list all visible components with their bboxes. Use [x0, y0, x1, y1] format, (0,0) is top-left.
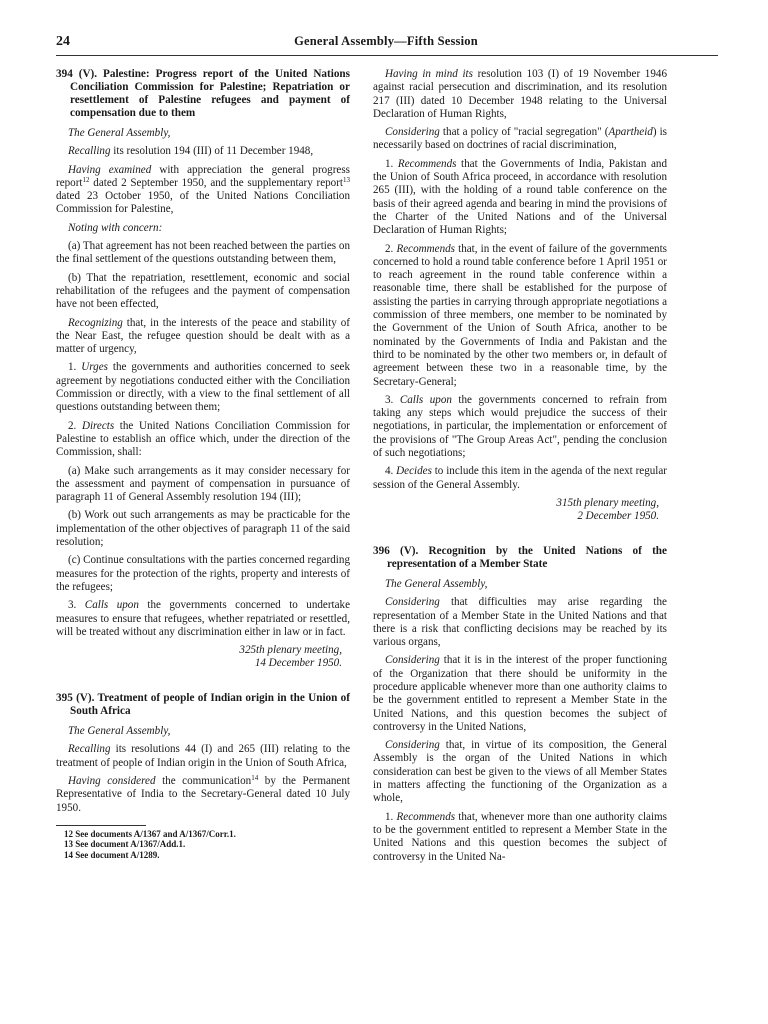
general-assembly-label: The General Assembly,	[68, 725, 171, 738]
paragraph: 1. Recommends that, whenever more than one authority claims to be the government entitled to represent a Member State in the United Nations and this question becomes the subject of controversy in the United Na-	[373, 810, 667, 863]
header-rule	[56, 55, 718, 56]
paragraph: (c) Continue consultations with the parties concerned regarding measures for the protection of the rights, property and interests of the refugees;	[56, 554, 350, 593]
paragraph: Noting with concern:	[68, 221, 163, 234]
paragraph: Considering that difficulties may arise regarding the representation of a Member State in the United Nations and that there is a risk that conflicting decisions may be reached by its various organs,	[373, 596, 667, 649]
section-heading: Palestine: Progress report of the United Nations Conciliation Commission for Palestine; Repatriation or resettlement of Palestine refugees and payment of compensation due to them	[70, 68, 350, 119]
paragraph: Considering that a policy of "racial segregation" (Apartheid) is necessarily based on doctrines of racial discrimination,	[373, 126, 667, 152]
paragraph: 1. Urges the governments and authorities concerned to seek agreement by negotiations conducted either with the Conciliation Commission or directly, with a view to the final settlement of all questions outstanding between them;	[56, 361, 351, 414]
section-number: 394 (V).	[56, 68, 98, 80]
paragraph: 2. Recommends that, in the event of failure of the governments concerned to hold a round table conference before 1 April 1951 or to reach agreement in the round table conference within a reasonable time, there shall be established for the purpose of assisting the parties in carrying through appropriate negotiations a commission of three members, one member to be nominated by the Government of the Union of South Africa, another to be nominated by the Governments of India and Pakistan and the third to be nominated by the other two members or, in default of agreement between these two in a reasonable time, by the Secretary-General;	[373, 242, 667, 388]
paragraph: (a) Make such arrangements as it may consider necessary for the assessment and payment of compensation in pursuance of paragraph 11 of General Assembly resolution 194 (III);	[56, 464, 350, 504]
footnote: 14 See document A/1289.	[64, 849, 160, 860]
section-heading: Recognition by the United Nations of the representation of a Member State	[387, 544, 667, 570]
section-title-396	[373, 545, 667, 571]
paragraph: Having in mind its resolution 103 (I) of 19 November 1946 against racial persecution and discrimination, and its resolution 217 (III) dated 10 December 1948 relating to the Universal Declaration of Human Rights,	[373, 68, 667, 120]
paragraph: Recalling its resolution 194 (III) of 11 December 1948,	[68, 145, 314, 158]
paragraph: 4. Decides to include this item in the agenda of the next regular session of the General Assembly.	[373, 465, 668, 491]
left-column	[56, 68, 350, 860]
meeting-signature: 315th plenary meeting, 2 December 1950.	[556, 496, 659, 522]
paragraph: Recognizing that, in the interests of the peace and stability of the Near East, the refugee question should be dealt with as a matter of urgency,	[56, 316, 350, 356]
section-title-394	[56, 68, 350, 120]
paragraph: (b) That the repatriation, resettlement, economic and social rehabilitation of the refugees and the payment of compensation have not been effected,	[56, 271, 350, 311]
page-header	[56, 34, 716, 54]
paragraph: 3. Calls upon the governments concerned to undertake measures to ensure that refugees, whether repatriated or resettled, will be treated without any discrimination either in law or in fact.	[56, 599, 351, 638]
paragraph: Having considered the communication$^{14}$ by the Permanent Representative of India to the Secretary-General dated 10 July 1950.	[56, 773, 350, 814]
paragraph: 1. Recommends that the Governments of India, Pakistan and the Union of South Africa proceed, in accordance with resolution 265 (III), with the holding of a round table conference on the basis of their agreed agenda and bearing in mind the provisions of the Charter of the United Nations and of the Universal Declaration of Human Rights;	[373, 157, 668, 237]
paragraph: (b) Work out such arrangements as may be practicable for the implementation of the other objectives of paragraph 11 of the said resolution;	[56, 509, 350, 549]
page-number: 24	[56, 34, 70, 49]
paragraph: Considering that it is in the interest of the proper functioning of the Organization that there should be uniformity in the procedure applicable whenever more than one authority claims to be the government entitled to represent a Member State in the United Nations, and this question becomes the subject of controversy in the United Nations,	[373, 654, 667, 733]
right-column	[373, 68, 667, 869]
section-number: 396 (V).	[373, 544, 419, 557]
paragraph: Having examined with appreciation the general progress report$^{12}$ dated 2 September 1950, and the supplementary report$^{13}$ dated 23 October 1950, of the United Nations Conciliation Commission for Palestine,	[56, 163, 350, 216]
paragraph: 3. Calls upon the governments concerned to refrain from taking any steps which would prejudice the success of their negotiations, in particular, the implementation or enforcement of the provisions of "The Group Areas Act", pending the conclusion of such negotiations;	[373, 393, 668, 460]
meeting-signature: 325th plenary meeting, 14 December 1950.	[239, 644, 342, 670]
general-assembly-label: The General Assembly,	[68, 127, 171, 139]
section-title-395	[56, 692, 350, 718]
footnote-rule	[56, 825, 146, 826]
section-heading: Treatment of people of Indian origin in the Union of South Africa	[70, 692, 350, 718]
footnote: 12 See documents A/1367 and A/1367/Corr.1.	[64, 828, 236, 839]
footnote-ref: 12	[82, 175, 90, 184]
section-number: 395 (V).	[56, 692, 95, 705]
running-title: General Assembly—Fifth Session	[294, 34, 478, 48]
paragraph: Considering that, in virtue of its composition, the General Assembly is the organ of the United Nations in which consideration can best be given to the views of all Member States in matters affecting the functioning of the Organization as a whole,	[373, 739, 667, 805]
general-assembly-label: The General Assembly,	[385, 577, 488, 590]
paragraph: 2. Directs the United Nations Conciliation Commission for Palestine to establish an office which, under the direction of the Commission, shall:	[56, 419, 350, 459]
footnote-ref: 13	[343, 175, 350, 184]
footnote-ref: 14	[251, 773, 259, 782]
paragraph: (a) That agreement has not been reached between the parties on the final settlement of the questions outstanding between them,	[56, 240, 350, 266]
paragraph: Recalling its resolutions 44 (I) and 265 (III) relating to the treatment of people of Indian origin in the Union of South Africa,	[56, 743, 350, 769]
footnote: 13 See document A/1367/Add.1.	[64, 839, 186, 850]
